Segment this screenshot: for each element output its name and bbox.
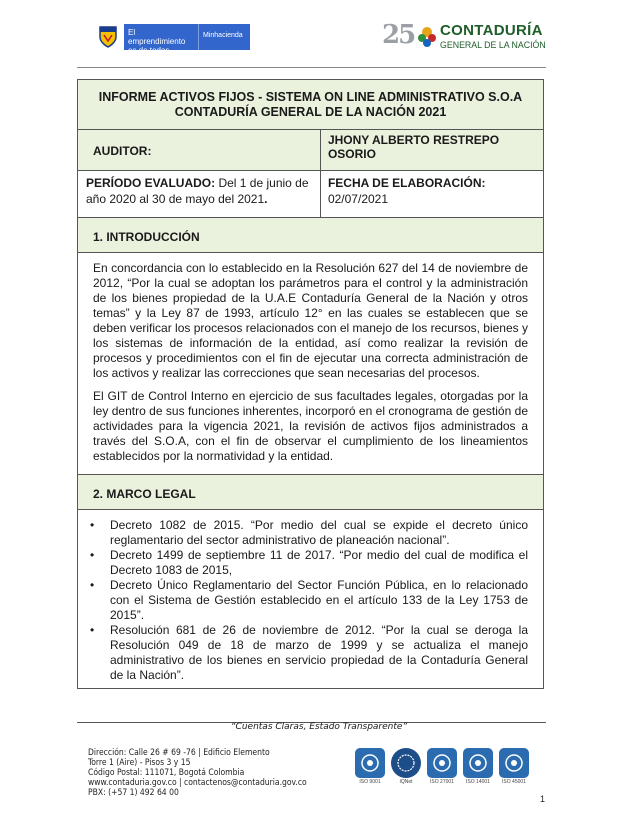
address-line: Dirección: Calle 26 # 69 -76 | Edificio Elemento	[88, 748, 270, 758]
iqnet-seal-icon	[391, 748, 421, 778]
date-value: 02/07/2021	[327, 192, 389, 206]
certification-caption: ISO 9001	[359, 779, 381, 785]
period-row	[78, 171, 543, 218]
list-item	[90, 518, 528, 548]
address-line: Código Postal: 111071, Bogotá Colombia	[88, 768, 245, 778]
list-item	[90, 623, 528, 683]
list-item-text: Decreto Único Reglamentario del Sector Función Pública, en lo relacionado con el Sistema de Gestión establecido en el artículo 133 de la Ley 1753 de 2015”.	[110, 578, 528, 622]
certification-logo	[427, 748, 457, 788]
bullet-icon: •	[90, 623, 95, 637]
page-number: 1	[540, 794, 546, 804]
certification-caption: ISO 45001	[502, 779, 526, 785]
certification-seal-icon	[463, 748, 493, 778]
government-logo	[92, 22, 254, 55]
report-title	[78, 80, 543, 130]
certification-caption: ISO 27001	[430, 779, 454, 785]
bullet-icon: •	[90, 578, 95, 592]
colombia-shield-icon	[92, 22, 124, 52]
section-heading-introduccion: 1. INTRODUCCIÓN	[78, 218, 543, 253]
introduccion-body	[78, 253, 543, 475]
certification-logo	[499, 748, 529, 788]
date-cell	[321, 171, 543, 217]
list-item-text: Resolución 681 de 26 de noviembre de 2012. “Por la cual se deroga la Resolución 049 de 18 de marzo de 1999 y se actualiza el manejo administrativo de los bienes en servicio propiedad de la Contaduría General de la Nación”.	[110, 623, 528, 682]
period-cell	[78, 171, 321, 217]
certification-caption: IQNet	[399, 779, 413, 785]
report-title-line1: INFORME ACTIVOS FIJOS - SISTEMA ON LINE ADMINISTRATIVO S.O.A	[98, 89, 523, 104]
list-item-text: Decreto 1499 de septiembre 11 de 2017. “Por medio del cual de modifica el Decreto 1083 de 2015,	[110, 548, 528, 577]
contaduria-name: CONTADURÍA	[440, 22, 543, 39]
certification-logos	[355, 748, 529, 788]
certification-seal-icon	[499, 748, 529, 778]
certification-seal-icon	[427, 748, 457, 778]
certification-logo	[463, 748, 493, 788]
introduccion-paragraph-2: El GIT de Control Interno en ejercicio de sus facultades legales, otorgadas por la ley dentro de sus funciones inherentes, incorporó en el cronograma de gestión de actividades para la vigencia 2021, la revisión de activos fijos administrados a través del S.O.A, con el fin de observar el cumplimiento de los lineamientos establecidos por la normatividad y la entidad.	[93, 389, 528, 463]
contaduria-subname: GENERAL DE LA NACIÓN	[440, 40, 546, 50]
certification-logo	[355, 748, 385, 788]
introduccion-paragraph-1: En concordancia con lo establecido en la Resolución 627 del 14 de noviembre de 2012, “Por la cual se adoptan los parámetros para el control y la administración de los bienes propiedad de la U.A.E Contaduría General de la Nación y otros temas” y la Ley 87 de 1993, artículo 12° en las cuales se establecen que se deben verificar los procesos relacionados con el manejo de los recursos, bienes y los sistemas de información de la entidad, así como realizar la revisión de procesos y procedimientos con el fin de ejecutar una correcta administración de los activos y realizar las correcciones que sean necesarias del procesos.	[93, 261, 528, 380]
address-line: Torre 1 (Aire) - Pisos 3 y 15	[88, 758, 191, 768]
list-item-text: Decreto 1082 de 2015. “Por medio del cual se expide el decreto único reglamentario del sector administrativo de planeación nacional”.	[110, 518, 528, 547]
anniversary-badge: 25	[382, 20, 415, 50]
auditor-label: AUDITOR:	[78, 130, 321, 170]
contaduria-flower-icon	[416, 24, 438, 50]
footer-address	[88, 748, 307, 798]
certification-caption: ISO 14001	[466, 779, 490, 785]
certification-logo	[391, 748, 421, 788]
contaduria-logo	[382, 20, 546, 54]
footer-slogan: “Cuentas Claras, Estado Transparente”	[230, 722, 408, 732]
period-end: .	[264, 192, 268, 206]
report-table	[77, 79, 544, 689]
page-header	[0, 0, 638, 70]
address-line: www.contaduria.gov.co | contactenos@contaduria.gov.co	[88, 778, 307, 788]
ministry-label: Minhacienda	[198, 24, 250, 50]
auditor-row	[78, 130, 543, 171]
gov-slogan: El emprendimiento es de todos	[124, 24, 198, 50]
section-heading-marco-legal: 2. MARCO LEGAL	[78, 475, 543, 510]
bullet-icon: •	[90, 548, 95, 562]
report-title-line2: CONTADURÍA GENERAL DE LA NACIÓN 2021	[174, 104, 447, 119]
auditor-name: JHONY ALBERTO RESTREPO OSORIO	[327, 133, 500, 161]
marco-legal-list	[78, 510, 543, 688]
address-line: PBX: (+57 1) 492 64 00	[88, 788, 179, 798]
period-label: PERÍODO EVALUADO:	[86, 176, 216, 190]
list-item	[90, 548, 528, 578]
date-label: FECHA DE ELABORACIÓN:	[327, 176, 486, 190]
period-value: Del 1 de junio de año 2020 al 30 de mayo del 2021	[86, 176, 309, 206]
certification-seal-icon	[355, 748, 385, 778]
bullet-icon: •	[90, 518, 95, 532]
header-divider	[77, 67, 546, 68]
list-item	[90, 578, 528, 623]
